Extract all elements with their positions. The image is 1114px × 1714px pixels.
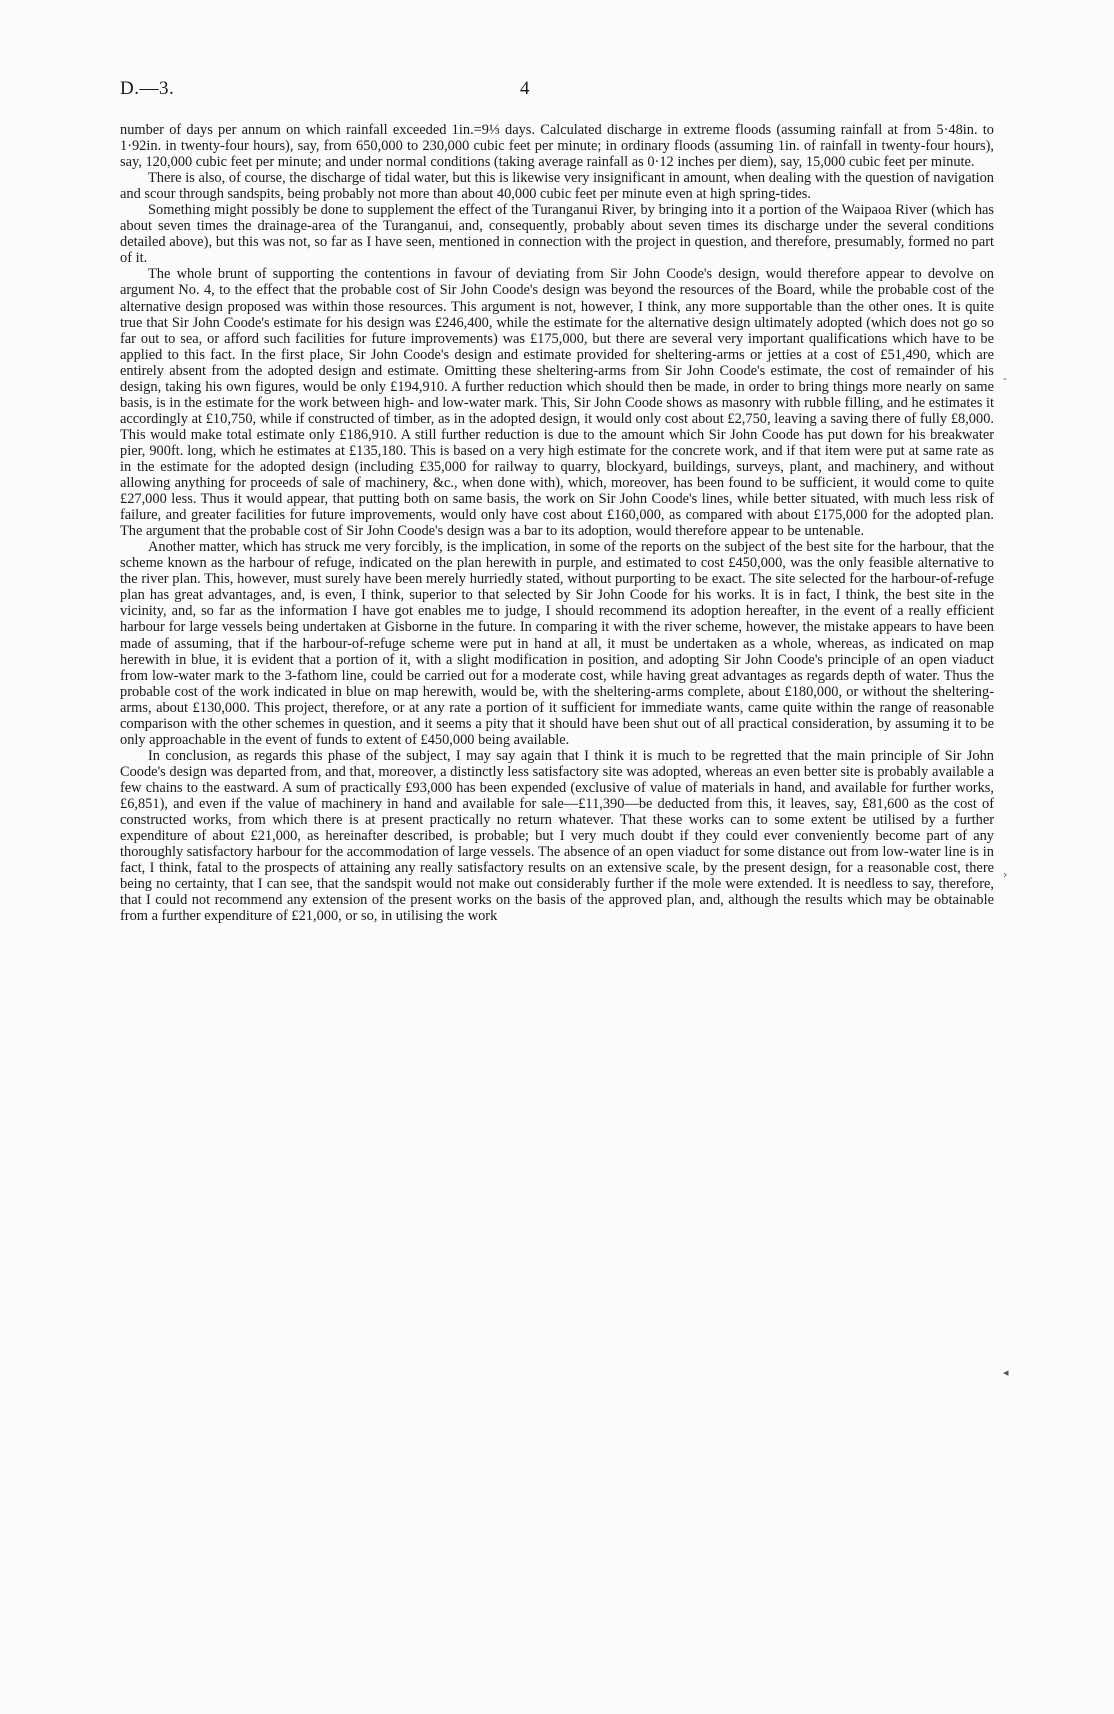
paragraph-tidal-water: There is also, of course, the discharge of tidal water, but this is likewise very insignificant in amount, when dealing with the question of navigation and scour through sandspits, being probably not more than about 40,000 cubic feet per minute even at high spring-tides. <box>120 170 994 203</box>
margin-mark: ◂ <box>1003 1366 1009 1379</box>
margin-mark: ‑ <box>1003 372 1007 385</box>
document-reference: D.—3. <box>120 78 175 99</box>
running-head <box>120 78 1000 108</box>
page-number: 4 <box>520 78 530 99</box>
margin-mark: › <box>1003 868 1008 881</box>
body-text <box>120 122 994 924</box>
paragraph-cost-argument: The whole brunt of supporting the contentions in favour of deviating from Sir John Coode's design, would therefore appear to devolve on argument No. 4, to the effect that the probable cost of Sir John Coode's design was beyond the resources of the Board, while the probable cost of the alternative design proposed was within those resources. This argument is not, however, I think, any more supportable than the other ones. It is quite true that Sir John Coode's estimate for his design was £246,400, while the estimate for the alternative design ultimately adopted (which does not go so far out to sea, or afford such facilities for future improvements) was £175,000, but there are several very important qualifications which have to be applied to this fact. In the first place, Sir John Coode's design and estimate provided for sheltering-arms or jetties at a cost of £51,490, which are entirely absent from the adopted design and estimate. Omitting these sheltering-arms from Sir John Coode's estimate, the cost of remainder of his design, taking his own figures, would be only £194,910. A further reduction which should then be made, in order to bring things more nearly on same basis, is in the estimate for the work between high- and low-water mark. This, Sir John Coode shows as masonry with rubble filling, and he estimates it accordingly at £10,750, while if constructed of timber, as in the adopted design, it would only cost about £2,750, leaving a saving there of fully £8,000. This would make total estimate only £186,910. A still further reduction is due to the amount which Sir John Coode has put down for his breakwater pier, 900ft. long, which he estimates at £135,180. This is based on a very high estimate for the concrete work, and if that item were put at same rate as in the estimate for the adopted design (including £35,000 for railway to quarry, blockyard, buildings, surveys, plant, and machinery, and without allowing anything for proceeds of sale of machinery, &c., when done with), which, moreover, has been found to be sufficient, it would come to quite £27,000 less. Thus it would appear, that putting both on same basis, the work on Sir John Coode's lines, while better situated, with much less risk of failure, and greater facilities for future improvements, would only have cost about £160,000, as compared with about £175,000 for the adopted plan. The argument that the probable cost of Sir John Coode's design was a bar to its adoption, would therefore appear to be untenable. <box>120 266 994 540</box>
paragraph-rainfall-discharge: number of days per annum on which rainfall exceeded 1in.=9⅓ days. Calculated discharge in extreme floods (assuming rainfall at from 5·48in. to 1·92in. in twenty-four hours), say, from 650,000 to 230,000 cubic feet per minute; in ordinary floods (assuming 1in. of rainfall in twenty-four hours), say, 120,000 cubic feet per minute; and under normal conditions (taking average rainfall as 0·12 inches per diem), say, 15,000 cubic feet per minute. <box>120 122 994 171</box>
paragraph-conclusion: In conclusion, as regards this phase of the subject, I may say again that I think it is much to be regretted that the main principle of Sir John Coode's design was departed from, and that, moreover, a distinctly less satisfactory site was adopted, whereas an even better site is probably available a few chains to the eastward. A sum of practically £93,000 has been expended (exclusive of value of materials in hand, and available for further works, £6,851), and even if the value of machinery in hand and available for sale—£11,390—be deducted from this, it leaves, say, £81,600 as the cost of constructed works, from which there is at present practically no return whatever. That these works can to some extent be utilised by a further expenditure of about £21,000, as hereinafter described, is probable; but I very much doubt if they could ever conveniently become part of any thoroughly satisfactory harbour for the accommodation of large vessels. The absence of an open viaduct for some distance out from low-water line is in fact, I think, fatal to the prospects of attaining any really satisfactory results on an extensive scale, by the present design, for a reasonable cost, there being no certainty, that I can see, that the sandspit would not make out considerably further if the mole were extended. It is needless to say, therefore, that I could not recommend any extension of the present works on the basis of the approved plan, and, although the results which may be obtainable from a further expenditure of £21,000, or so, in utilising the work <box>120 747 994 925</box>
paragraph-waipaoa-river: Something might possibly be done to supplement the effect of the Turanganui River, by bringing into it a portion of the Waipaoa River (which has about seven times the drainage-area of the Turanganui, and, consequently, probably about seven times its discharge under the several conditions detailed above), but this was not, so far as I have seen, mentioned in connection with the project in question, and therefore, presumably, formed no part of it. <box>120 202 994 267</box>
paragraph-harbour-of-refuge: Another matter, which has struck me very forcibly, is the implication, in some of the reports on the subject of the best site for the harbour, that the scheme known as the harbour of refuge, indicated on the plan herewith in purple, and estimated to cost £450,000, was the only feasible alternative to the river plan. This, however, must surely have been merely hurriedly stated, without purporting to be exact. The site selected for the harbour-of-refuge plan has great advantages, and, is even, I think, superior to that selected by Sir John Coode for his works. It is in fact, I think, the best site in the vicinity, and, so far as the information I have got enables me to judge, I should recommend its adoption hereafter, in the event of a really efficient harbour for large vessels being undertaken at Gisborne in the future. In comparing it with the river scheme, however, the mistake appears to have been made of assuming, that if the harbour-of-refuge scheme were put in hand at all, it must be undertaken as a whole, whereas, as indicated on map herewith in blue, it is evident that a portion of it, with a slight modification in position, and adopting Sir John Coode's principle of an open viaduct from low-water mark to the 3-fathom line, could be carried out for a moderate cost, while having great advantages as regards depth of water. Thus the probable cost of the work indicated in blue on map herewith, would be, with the sheltering-arms complete, about £180,000, or without the sheltering-arms, about £130,000. This project, therefore, or at any rate a portion of it sufficient for immediate wants, came quite within the range of reasonable comparison with the other schemes in question, and it seems a pity that it should have been shut out of all practical consideration, by assuming it to be only approachable in the event of funds to extent of £450,000 being available. <box>120 539 994 748</box>
